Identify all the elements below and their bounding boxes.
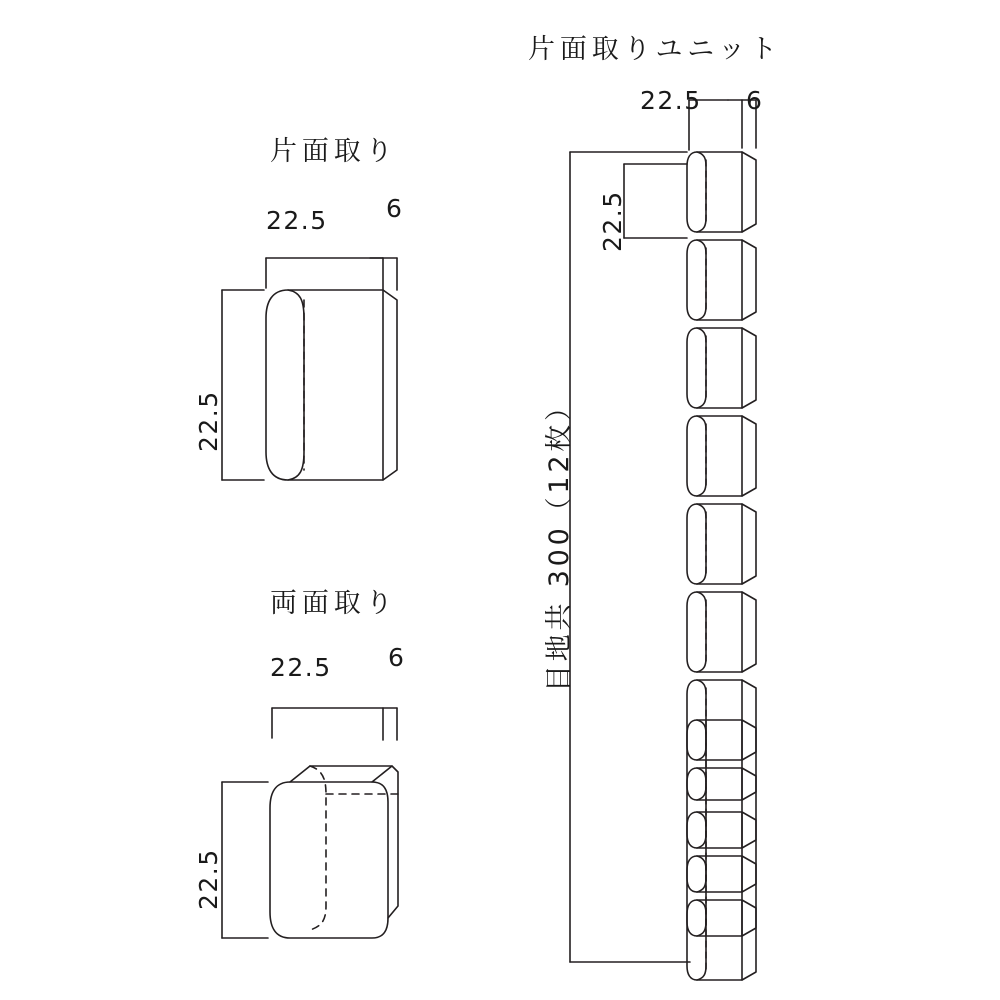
panel3-total-height-label: 目地共 300（12枚）	[544, 390, 575, 692]
panel-title-single-bevel: 片面取り	[270, 136, 398, 167]
p3-tile-dim-lines	[624, 164, 687, 238]
p1-tile-shape	[266, 290, 397, 480]
p1-top-dim-lines	[266, 258, 397, 290]
p2-tile-shape	[270, 766, 398, 938]
panel-title-double-bevel: 両面取り	[270, 588, 398, 619]
panel1-height-label: 22.5	[194, 390, 223, 452]
panel3-depth-label: 6	[746, 86, 764, 115]
panel-title-single-bevel-unit: 片面取りユニット	[528, 34, 782, 65]
p2-hidden-edges	[310, 766, 398, 930]
p3-tile-stack	[687, 152, 756, 980]
panel1-depth-label: 6	[386, 194, 404, 223]
panel2-height-label: 22.5	[194, 848, 223, 910]
panel2-width-label: 22.5	[270, 653, 332, 682]
p2-left-dim-lines	[222, 782, 268, 938]
panel3-tile-height-label: 22.5	[598, 190, 627, 252]
p1-left-dim-lines	[222, 290, 264, 480]
p2-top-dim-lines	[272, 708, 397, 740]
p3-total-dim-lines	[570, 152, 690, 962]
panel2-depth-label: 6	[388, 643, 406, 672]
panel3-width-label: 22.5	[640, 86, 702, 115]
panel1-width-label: 22.5	[266, 206, 328, 235]
